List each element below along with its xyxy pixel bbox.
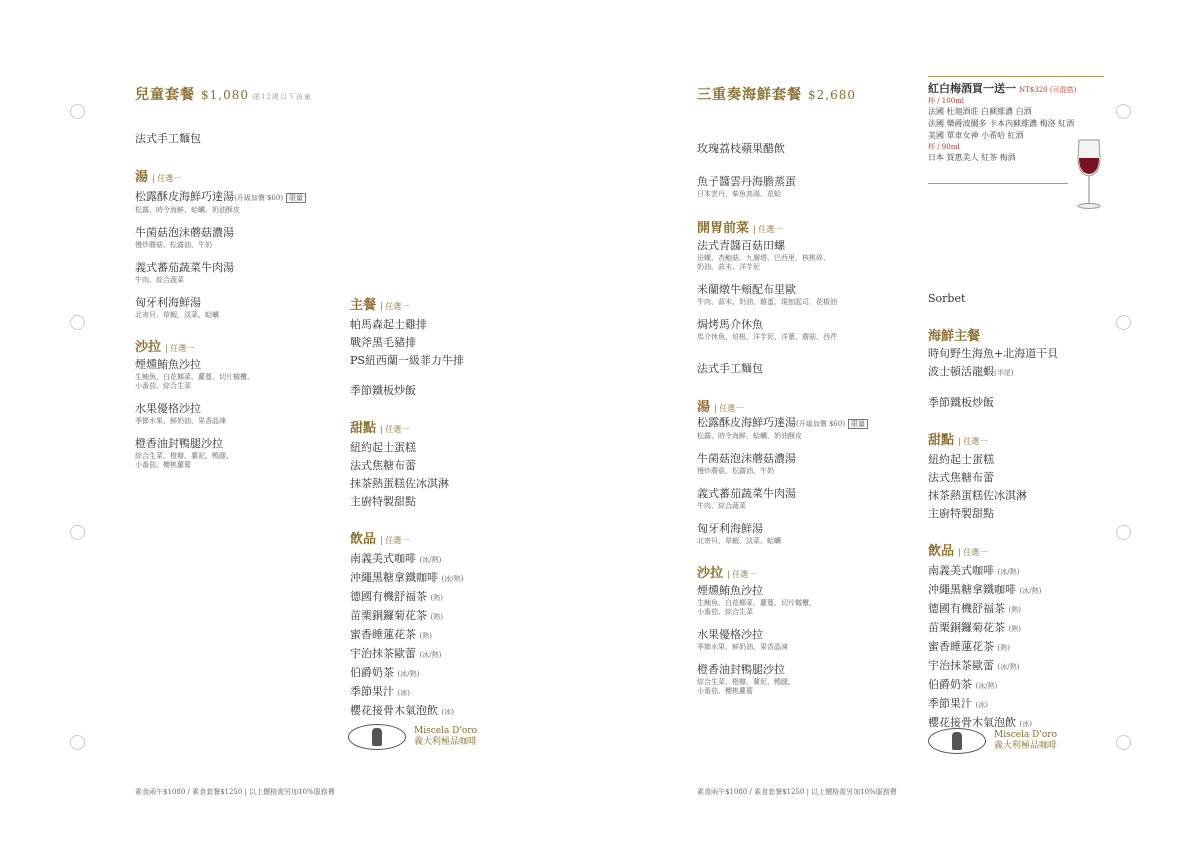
main-extra-item: 季節鐵板炒飯 [350, 384, 416, 397]
drink-item: 南義美式咖啡 (冰/熱) [350, 552, 442, 565]
seafood-set-column-1 [697, 84, 912, 696]
appetizer-desc: 馬介休魚、培根、洋芋泥、洋蔥、蘑菇、西芹 [697, 333, 837, 341]
soup-item: 義式蕃茄蔬菜牛肉湯 [135, 261, 234, 274]
soup-section-title: 湯 | 任選一 [135, 170, 182, 185]
binder-hole [1116, 525, 1131, 540]
drink-item: 沖繩黑糖拿鐵咖啡 (冰/熱) [350, 571, 464, 584]
welcome-drink: 玫瑰荔枝蘋果醋飲 [697, 142, 785, 155]
soup-desc: 牛肉、綜合蔬菜 [135, 276, 184, 284]
logo-subtitle: 義大利極品咖啡 [414, 737, 478, 747]
coffee-brand-emblem-icon [928, 728, 986, 754]
dessert-item: 抹茶熱蛋糕佐冰淇淋 [928, 489, 1027, 502]
drink-item: 蜜香睡蓮花茶 (熱) [928, 640, 1010, 653]
seafood-main-item: 時旬野生海魚+北海道干貝 [928, 347, 1059, 360]
salad-section-title: 沙拉 | 任選一 [697, 566, 757, 581]
wine-glass-icon [1074, 138, 1104, 210]
binder-hole [1116, 104, 1131, 119]
main-item: 戰斧黑毛豬排 [350, 336, 416, 349]
salad-section-title: 沙拉 | 任選一 [135, 340, 195, 355]
drink-item: 伯爵奶茶 (冰/熱) [928, 678, 998, 691]
drink-item: 沖繩黑糖拿鐵咖啡 (冰/熱) [928, 583, 1042, 596]
salad-item: 水果優格沙拉 [697, 628, 763, 641]
coffee-brand-emblem-icon [348, 724, 406, 750]
salad-desc: 綜合生菜、橙瓣、薯泥、鴨腿、 [697, 678, 795, 686]
seafood-main-section-title: 海鮮主餐 [928, 329, 981, 344]
starter-desc: 日本雲丹、柴魚高湯、花蛤 [697, 190, 781, 198]
seafood-extra-item: 季節鐵板炒飯 [928, 396, 994, 409]
soup-item: 匈牙利海鮮湯 [697, 522, 763, 535]
salad-item: 橙香油封鴨腿沙拉 [697, 663, 785, 676]
appetizer-item: 焗烤馬介休魚 [697, 318, 763, 331]
drink-item: 櫻花接骨木氣泡飲 (冰) [350, 704, 454, 717]
binder-hole [70, 525, 85, 540]
set-price: $1,080 [201, 88, 249, 102]
drink-item: 季節果汁 (冰) [350, 685, 410, 698]
left-footer-note: 素食兩午$1080 / 素食套餐$1250 | 以上價格需另加10%服務費 [135, 788, 335, 796]
salad-desc: 綜合生菜、橙瓣、薯泥、鴨腿、 [135, 452, 233, 460]
seafood-main-item: 波士頓活龍蝦(半尾) [928, 365, 1014, 378]
appetizer-item: 法式青醬百菇田螺 [697, 239, 785, 252]
sorbet-item: Sorbet [928, 292, 966, 305]
dessert-item: 主廚特製甜點 [928, 507, 994, 520]
logo-brand-name: Miscela D'oro [994, 730, 1058, 740]
binder-hole [70, 104, 85, 119]
drink-item: 宇治抹茶歐蕾 (冰/熱) [928, 659, 1020, 672]
wine-cup-size: 杯 / 100ml [928, 97, 965, 105]
wine-promo-heading: 紅白梅酒買一送一 NT$320 (可混搭) [928, 82, 1077, 95]
drink-item: 苗栗銅鑼菊花茶 (熱) [928, 621, 1021, 634]
appetizer-desc: 田螺、杏鮑菇、九層塔、巴西里、核桃碎、 [697, 254, 830, 262]
binder-hole [70, 735, 85, 750]
seafood-set-title [697, 84, 912, 104]
wine-list-item: 美國 單車女神 小希哈 紅酒 [928, 131, 1024, 140]
miscela-doro-logo [348, 724, 477, 750]
soup-item: 牛菌菇泡沫蘑菇濃湯 [135, 226, 234, 239]
soup-desc: 北寄貝、草蝦、淡菜、蛤蠣 [697, 537, 781, 545]
appetizer-desc: 牛肉、蒜末、奶油、雞蛋、現刨起司、花椒油 [697, 298, 837, 306]
soup-desc: 松露、時令海鮮、蛤蠣、奶油酥皮 [135, 206, 240, 214]
salad-item: 橙香油封鴨腿沙拉 [135, 437, 223, 450]
drink-item: 櫻花接骨木氣泡飲 (冰) [928, 716, 1032, 729]
soup-item: 牛菌菇泡沫蘑菇濃湯 [697, 452, 796, 465]
salad-desc: 季節水果、鮮奶油、果香晶凍 [697, 643, 788, 651]
appetizer-section-title: 開胃前菜 | 任選一 [697, 221, 783, 236]
right-footer-note: 素食兩午$1080 / 素食套餐$1250 | 以上價格需另加10%服務費 [697, 788, 897, 796]
salad-desc: 小番茄、綜合生菜 [135, 382, 191, 390]
dessert-section-title: 甜點 | 任選一 [350, 421, 410, 436]
binder-hole [1116, 315, 1131, 330]
logo-brand-name: Miscela D'oro [414, 726, 478, 736]
bread-item: 法式手工麵包 [135, 132, 201, 145]
soup-desc: 北寄貝、草蝦、淡菜、蛤蠣 [135, 311, 219, 319]
seafood-set-column-2 [928, 292, 1108, 732]
drink-item: 德國有機舒福茶 (熱) [928, 602, 1021, 615]
salad-desc: 季節水果、鮮奶油、果香晶凍 [135, 417, 226, 425]
starter-item: 魚子醬雲丹海膽蒸蛋 [697, 175, 796, 188]
miscela-doro-logo [928, 728, 1057, 754]
soup-desc: 慢炒蘑菇、松露油、牛奶 [135, 241, 212, 249]
drink-item: 蜜香睡蓮花茶 (熱) [350, 628, 432, 641]
soup-item: 匈牙利海鮮湯 [135, 296, 201, 309]
drinks-section-title: 飲品 | 任選一 [350, 532, 410, 547]
logo-subtitle: 義大利極品咖啡 [994, 741, 1058, 751]
soup-item: 義式蕃茄蔬菜牛肉湯 [697, 487, 796, 500]
drink-item: 德國有機舒福茶 (熱) [350, 590, 443, 603]
wine-list-item: 日本 賀惠美人 紅茶 梅酒 [928, 153, 1016, 162]
soup-item: 松露酥皮海鮮巧達湯(升級加價 $60) 限量 [697, 415, 912, 432]
drinks-section-title: 飲品 | 任選一 [928, 544, 988, 559]
dessert-item: 抹茶熱蛋糕佐冰淇淋 [350, 477, 449, 490]
soup-desc: 慢炒蘑菇、松露油、牛奶 [697, 467, 774, 475]
salad-desc: 小番茄、櫻桃蘿蔔 [135, 461, 191, 469]
dessert-section-title: 甜點 | 任選一 [928, 433, 988, 448]
soup-desc: 牛肉、綜合蔬菜 [697, 502, 746, 510]
set-note: 限12歲以下孩童 [253, 93, 312, 101]
kids-set-column-1 [135, 84, 345, 470]
bread-item: 法式手工麵包 [697, 362, 763, 375]
set-name: 三重奏海鮮套餐 [697, 87, 802, 103]
dessert-item: 主廚特製甜點 [350, 495, 416, 508]
binder-hole [70, 315, 85, 330]
salad-item: 煙燻鮪魚沙拉 [135, 358, 201, 371]
drink-item: 季節果汁 (冰) [928, 697, 988, 710]
drink-item: 苗栗銅鑼菊花茶 (熱) [350, 609, 443, 622]
binder-hole [1116, 735, 1131, 750]
main-item: 帕馬森起士雞排 [350, 318, 427, 331]
dessert-item: 紐約起士蛋糕 [928, 453, 994, 466]
appetizer-item: 米蘭燉牛頰配布里歐 [697, 283, 796, 296]
soup-section-title: 湯 | 任選一 [697, 400, 744, 415]
soup-desc: 松露、時令海鮮、蛤蠣、奶油酥皮 [697, 432, 802, 440]
appetizer-desc: 奶油、蒜末、洋芋泥 [697, 263, 760, 271]
soup-item: 松露酥皮海鮮巧達湯(升級加價 $60) 限量 [135, 189, 345, 206]
dessert-item: 紐約起士蛋糕 [350, 441, 416, 454]
salad-item: 水果優格沙拉 [135, 402, 201, 415]
dessert-item: 法式焦糖布蕾 [350, 459, 416, 472]
salad-desc: 生鮪魚、白花椰菜、蘿蔓、切片橄欖、 [697, 599, 816, 607]
wine-promo-box [928, 76, 1104, 202]
salad-desc: 生鮪魚、白花椰菜、蘿蔓、切片橄欖、 [135, 373, 254, 381]
salad-desc: 小番茄、綜合生菜 [697, 608, 753, 616]
kids-set-column-2 [350, 294, 550, 720]
drink-item: 宇治抹茶歐蕾 (冰/熱) [350, 647, 442, 660]
drink-item: 伯爵奶茶 (冰/熱) [350, 666, 420, 679]
drink-item: 南義美式咖啡 (冰/熱) [928, 564, 1020, 577]
dessert-item: 法式焦糖布蕾 [928, 471, 994, 484]
wine-list-item: 法國 杜迦酒莊 白蘇維濃 白酒 [928, 107, 1032, 116]
main-section-title: 主餐 | 任選一 [350, 298, 410, 313]
wine-cup-size: 杯 / 90ml [928, 143, 960, 151]
wine-promo-top-rule [928, 76, 1104, 77]
salad-desc: 小番茄、櫻桃蘿蔔 [697, 687, 753, 695]
set-name: 兒童套餐 [135, 87, 195, 103]
salad-item: 煙燻鮪魚沙拉 [697, 584, 763, 597]
main-item: PS紐西蘭一級菲力牛排 [350, 354, 464, 367]
wine-promo-bottom-rule [928, 183, 1068, 184]
kids-set-title [135, 84, 345, 104]
set-price: $2,680 [808, 88, 856, 102]
wine-list-item: 法國 樂爵波爾多 卡本內蘇維濃 梅洛 紅酒 [928, 119, 1075, 128]
